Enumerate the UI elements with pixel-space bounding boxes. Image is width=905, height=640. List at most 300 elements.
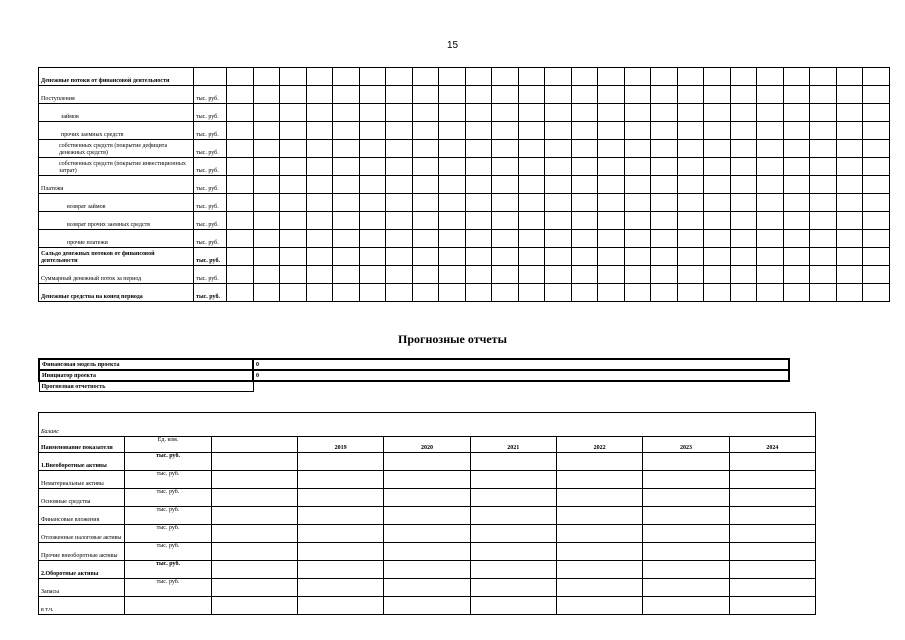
- value-cell: [643, 525, 729, 543]
- period-cell: [704, 194, 731, 212]
- period-cell: [386, 176, 413, 194]
- period-cell: [704, 86, 731, 104]
- period-cell: [412, 248, 439, 266]
- period-cell: [333, 140, 360, 158]
- period-cell: [704, 104, 731, 122]
- period-cell: [704, 176, 731, 194]
- period-cell: [810, 176, 837, 194]
- period-cell: [836, 140, 863, 158]
- period-cell: [598, 284, 625, 302]
- value-cell: [556, 507, 642, 525]
- balance-row: [39, 543, 816, 561]
- cash-flow-row: [39, 104, 890, 122]
- balance-row-unit: тыс. руб.: [125, 453, 211, 471]
- period-cell: [651, 230, 678, 248]
- period-cell: [280, 266, 307, 284]
- period-cell: [863, 248, 890, 266]
- period-cell: [412, 266, 439, 284]
- cash-flow-row: [39, 284, 890, 302]
- period-cell: [386, 212, 413, 230]
- row-unit: тыс. руб.: [194, 86, 227, 104]
- period-cell: [704, 212, 731, 230]
- period-cell: [545, 104, 572, 122]
- row-unit: тыс. руб.: [194, 248, 227, 266]
- period-cell: [757, 86, 784, 104]
- period-cell: [757, 122, 784, 140]
- period-cell: [730, 122, 757, 140]
- period-cell: [783, 68, 810, 86]
- value-cell: [729, 507, 815, 525]
- balance-row: [39, 561, 816, 579]
- value-cell: [556, 453, 642, 471]
- period-cell: [439, 140, 466, 158]
- period-cell: [783, 86, 810, 104]
- balance-title-row: [39, 427, 816, 437]
- period-cell: [677, 68, 704, 86]
- period-cell: [571, 140, 598, 158]
- period-cell: [386, 140, 413, 158]
- value-cell: [470, 561, 556, 579]
- period-cell: [624, 194, 651, 212]
- period-cell: [306, 194, 333, 212]
- period-cell: [465, 104, 492, 122]
- period-cell: [386, 266, 413, 284]
- row-label: займов: [39, 104, 194, 122]
- period-cell: [412, 104, 439, 122]
- period-cell: [545, 194, 572, 212]
- period-cell: [306, 230, 333, 248]
- period-cell: [253, 68, 280, 86]
- period-cell: [624, 212, 651, 230]
- period-cell: [465, 266, 492, 284]
- period-cell: [836, 284, 863, 302]
- period-cell: [730, 140, 757, 158]
- period-cell: [704, 140, 731, 158]
- period-cell: [783, 212, 810, 230]
- period-cell: [439, 212, 466, 230]
- period-cell: [836, 266, 863, 284]
- period-cell: [439, 158, 466, 176]
- period-cell: [253, 248, 280, 266]
- value-cell: [470, 579, 556, 597]
- period-cell: [651, 266, 678, 284]
- period-cell: [783, 194, 810, 212]
- balance-row-label: Финансовые вложения: [39, 507, 125, 525]
- period-cell: [571, 122, 598, 140]
- period-cell: [518, 86, 545, 104]
- row-label: возврат займов: [39, 194, 194, 212]
- period-cell: [757, 104, 784, 122]
- period-cell: [730, 158, 757, 176]
- period-cell: [783, 266, 810, 284]
- period-cell: [412, 284, 439, 302]
- period-cell: [412, 212, 439, 230]
- cash-flow-row: [39, 176, 890, 194]
- period-cell: [545, 176, 572, 194]
- balance-row-unit: тыс. руб.: [125, 579, 211, 597]
- period-cell: [677, 104, 704, 122]
- cash-flow-row: [39, 68, 890, 86]
- period-cell: [677, 230, 704, 248]
- value-cell: [470, 507, 556, 525]
- row-label: Сальдо денежных потоков от финансовой деятельности: [39, 248, 194, 266]
- period-cell: [518, 230, 545, 248]
- value-cell: [297, 489, 383, 507]
- value-cell: [729, 489, 815, 507]
- value-cell: [729, 525, 815, 543]
- header-unit: Ед. изм.: [125, 437, 211, 453]
- period-cell: [412, 122, 439, 140]
- period-cell: [306, 140, 333, 158]
- period-cell: [518, 68, 545, 86]
- period-cell: [624, 86, 651, 104]
- balance-row: [39, 597, 816, 615]
- period-cell: [492, 284, 519, 302]
- period-cell: [783, 122, 810, 140]
- period-cell: [651, 86, 678, 104]
- value-cell: [211, 489, 297, 507]
- info-key: Инициатор проекта: [39, 370, 253, 381]
- period-cell: [492, 266, 519, 284]
- period-cell: [757, 212, 784, 230]
- period-cell: [624, 230, 651, 248]
- period-cell: [598, 158, 625, 176]
- period-cell: [439, 68, 466, 86]
- period-cell: [836, 194, 863, 212]
- period-cell: [571, 104, 598, 122]
- period-cell: [227, 122, 254, 140]
- period-cell: [518, 104, 545, 122]
- period-cell: [677, 212, 704, 230]
- period-cell: [677, 266, 704, 284]
- period-cell: [757, 284, 784, 302]
- period-cell: [810, 230, 837, 248]
- value-cell: [556, 561, 642, 579]
- period-cell: [598, 104, 625, 122]
- period-cell: [651, 194, 678, 212]
- period-cell: [730, 230, 757, 248]
- period-cell: [810, 266, 837, 284]
- period-cell: [598, 230, 625, 248]
- value-cell: [297, 543, 383, 561]
- period-cell: [492, 194, 519, 212]
- period-cell: [227, 248, 254, 266]
- period-cell: [306, 248, 333, 266]
- period-cell: [333, 284, 360, 302]
- period-cell: [863, 140, 890, 158]
- row-unit: тыс. руб.: [194, 230, 227, 248]
- period-cell: [386, 158, 413, 176]
- period-cell: [836, 212, 863, 230]
- row-label: Денежные средства на конец периода: [39, 284, 194, 302]
- period-cell: [624, 248, 651, 266]
- period-cell: [386, 248, 413, 266]
- balance-row-label: 2.Оборотные активы: [39, 561, 125, 579]
- header-empty: [211, 437, 297, 453]
- period-cell: [651, 140, 678, 158]
- period-cell: [227, 86, 254, 104]
- period-cell: [465, 86, 492, 104]
- period-cell: [624, 284, 651, 302]
- balance-row-label: Отложенные налоговые активы: [39, 525, 125, 543]
- value-cell: [384, 525, 470, 543]
- period-cell: [439, 122, 466, 140]
- period-cell: [704, 248, 731, 266]
- period-cell: [651, 122, 678, 140]
- period-cell: [836, 230, 863, 248]
- cash-flow-table: [38, 67, 890, 302]
- period-cell: [783, 230, 810, 248]
- row-unit: тыс. руб.: [194, 194, 227, 212]
- period-cell: [439, 230, 466, 248]
- period-cell: [598, 194, 625, 212]
- period-cell: [253, 86, 280, 104]
- period-cell: [306, 266, 333, 284]
- period-cell: [730, 68, 757, 86]
- period-cell: [571, 284, 598, 302]
- spacer-cell: [39, 413, 816, 427]
- value-cell: [643, 579, 729, 597]
- period-cell: [227, 176, 254, 194]
- row-label: прочие платежи: [39, 230, 194, 248]
- period-cell: [359, 248, 386, 266]
- value-cell: [384, 561, 470, 579]
- row-label: Денежные потоки от финансовой деятельности: [39, 68, 194, 86]
- period-cell: [439, 86, 466, 104]
- period-cell: [730, 86, 757, 104]
- cash-flow-row: [39, 140, 890, 158]
- period-cell: [412, 230, 439, 248]
- period-cell: [757, 140, 784, 158]
- balance-row-unit: тыс. руб.: [125, 543, 211, 561]
- period-cell: [227, 266, 254, 284]
- value-cell: [297, 471, 383, 489]
- value-cell: [384, 453, 470, 471]
- period-cell: [863, 86, 890, 104]
- row-label: Суммарный денежный поток за период: [39, 266, 194, 284]
- info-row: [39, 370, 789, 381]
- period-cell: [518, 284, 545, 302]
- period-cell: [359, 212, 386, 230]
- period-cell: [651, 158, 678, 176]
- period-cell: [280, 140, 307, 158]
- period-cell: [333, 176, 360, 194]
- row-unit: [194, 68, 227, 86]
- value-cell: [384, 579, 470, 597]
- period-cell: [280, 248, 307, 266]
- value-cell: [643, 507, 729, 525]
- period-cell: [227, 194, 254, 212]
- row-unit: тыс. руб.: [194, 122, 227, 140]
- period-cell: [624, 122, 651, 140]
- period-cell: [704, 68, 731, 86]
- period-cell: [492, 212, 519, 230]
- value-cell: [297, 453, 383, 471]
- period-cell: [598, 176, 625, 194]
- balance-row-unit: тыс. руб.: [125, 561, 211, 579]
- period-cell: [730, 104, 757, 122]
- period-cell: [677, 248, 704, 266]
- period-cell: [836, 158, 863, 176]
- row-label: Платежи: [39, 176, 194, 194]
- cash-flow-row: [39, 266, 890, 284]
- year-header: 2019: [297, 437, 383, 453]
- period-cell: [386, 68, 413, 86]
- value-cell: [297, 525, 383, 543]
- row-label: возврат прочих заемных средств: [39, 212, 194, 230]
- period-cell: [412, 86, 439, 104]
- period-cell: [253, 284, 280, 302]
- balance-row: [39, 489, 816, 507]
- period-cell: [412, 194, 439, 212]
- row-unit: тыс. руб.: [194, 140, 227, 158]
- info-value: 0: [253, 370, 789, 381]
- row-label: собственных средств (покрытие дефицита денежных средств): [39, 140, 194, 158]
- period-cell: [545, 230, 572, 248]
- period-cell: [836, 176, 863, 194]
- balance-row: [39, 525, 816, 543]
- period-cell: [386, 284, 413, 302]
- balance-row-unit: [125, 597, 211, 615]
- value-cell: [643, 489, 729, 507]
- period-cell: [810, 212, 837, 230]
- period-cell: [359, 266, 386, 284]
- period-cell: [836, 68, 863, 86]
- value-cell: [556, 489, 642, 507]
- period-cell: [306, 68, 333, 86]
- value-cell: [297, 561, 383, 579]
- cash-flow-row: [39, 230, 890, 248]
- period-cell: [465, 140, 492, 158]
- period-cell: [836, 122, 863, 140]
- period-cell: [545, 68, 572, 86]
- value-cell: [211, 579, 297, 597]
- period-cell: [439, 248, 466, 266]
- period-cell: [598, 266, 625, 284]
- period-cell: [571, 230, 598, 248]
- period-cell: [677, 158, 704, 176]
- period-cell: [545, 212, 572, 230]
- period-cell: [306, 86, 333, 104]
- period-cell: [412, 140, 439, 158]
- period-cell: [253, 140, 280, 158]
- period-cell: [333, 68, 360, 86]
- period-cell: [598, 68, 625, 86]
- period-cell: [306, 212, 333, 230]
- period-cell: [836, 104, 863, 122]
- value-cell: [384, 543, 470, 561]
- period-cell: [598, 248, 625, 266]
- period-cell: [359, 122, 386, 140]
- value-cell: [643, 453, 729, 471]
- row-unit: тыс. руб.: [194, 266, 227, 284]
- period-cell: [359, 86, 386, 104]
- period-cell: [598, 212, 625, 230]
- project-info-table: [38, 358, 790, 392]
- period-cell: [465, 230, 492, 248]
- period-cell: [677, 284, 704, 302]
- period-cell: [730, 194, 757, 212]
- period-cell: [757, 158, 784, 176]
- balance-row-label: Основные средства: [39, 489, 125, 507]
- period-cell: [465, 158, 492, 176]
- page-number: 15: [446, 40, 459, 51]
- period-cell: [492, 248, 519, 266]
- period-cell: [624, 140, 651, 158]
- period-cell: [863, 68, 890, 86]
- period-cell: [333, 266, 360, 284]
- period-cell: [571, 158, 598, 176]
- header-name: Наименование показателя: [39, 437, 125, 453]
- period-cell: [571, 194, 598, 212]
- cash-flow-row: [39, 248, 890, 266]
- period-cell: [412, 158, 439, 176]
- period-cell: [386, 122, 413, 140]
- period-cell: [253, 194, 280, 212]
- period-cell: [863, 122, 890, 140]
- period-cell: [545, 158, 572, 176]
- value-cell: [729, 543, 815, 561]
- period-cell: [624, 68, 651, 86]
- period-cell: [280, 212, 307, 230]
- period-cell: [359, 158, 386, 176]
- period-cell: [730, 284, 757, 302]
- period-cell: [704, 158, 731, 176]
- balance-row: [39, 579, 816, 597]
- period-cell: [465, 212, 492, 230]
- period-cell: [545, 266, 572, 284]
- year-header: 2023: [643, 437, 729, 453]
- cash-flow-row: [39, 86, 890, 104]
- period-cell: [333, 248, 360, 266]
- cash-flow-row: [39, 212, 890, 230]
- period-cell: [863, 104, 890, 122]
- period-cell: [810, 248, 837, 266]
- period-cell: [253, 266, 280, 284]
- value-cell: [729, 597, 815, 615]
- period-cell: [359, 68, 386, 86]
- period-cell: [810, 86, 837, 104]
- value-cell: [643, 543, 729, 561]
- balance-title: Баланс: [39, 427, 816, 437]
- value-cell: [211, 543, 297, 561]
- period-cell: [757, 248, 784, 266]
- period-cell: [280, 194, 307, 212]
- period-cell: [518, 140, 545, 158]
- period-cell: [810, 68, 837, 86]
- period-cell: [227, 230, 254, 248]
- value-cell: [211, 561, 297, 579]
- period-cell: [651, 212, 678, 230]
- period-cell: [280, 284, 307, 302]
- period-cell: [280, 176, 307, 194]
- value-cell: [211, 471, 297, 489]
- balance-header-row: [39, 437, 816, 453]
- value-cell: [556, 543, 642, 561]
- period-cell: [704, 122, 731, 140]
- value-cell: [470, 471, 556, 489]
- value-cell: [297, 597, 383, 615]
- period-cell: [624, 266, 651, 284]
- period-cell: [492, 140, 519, 158]
- cash-flow-row: [39, 122, 890, 140]
- period-cell: [253, 122, 280, 140]
- period-cell: [439, 266, 466, 284]
- row-label: Поступления: [39, 86, 194, 104]
- info-row: [39, 381, 789, 392]
- value-cell: [384, 471, 470, 489]
- period-cell: [730, 212, 757, 230]
